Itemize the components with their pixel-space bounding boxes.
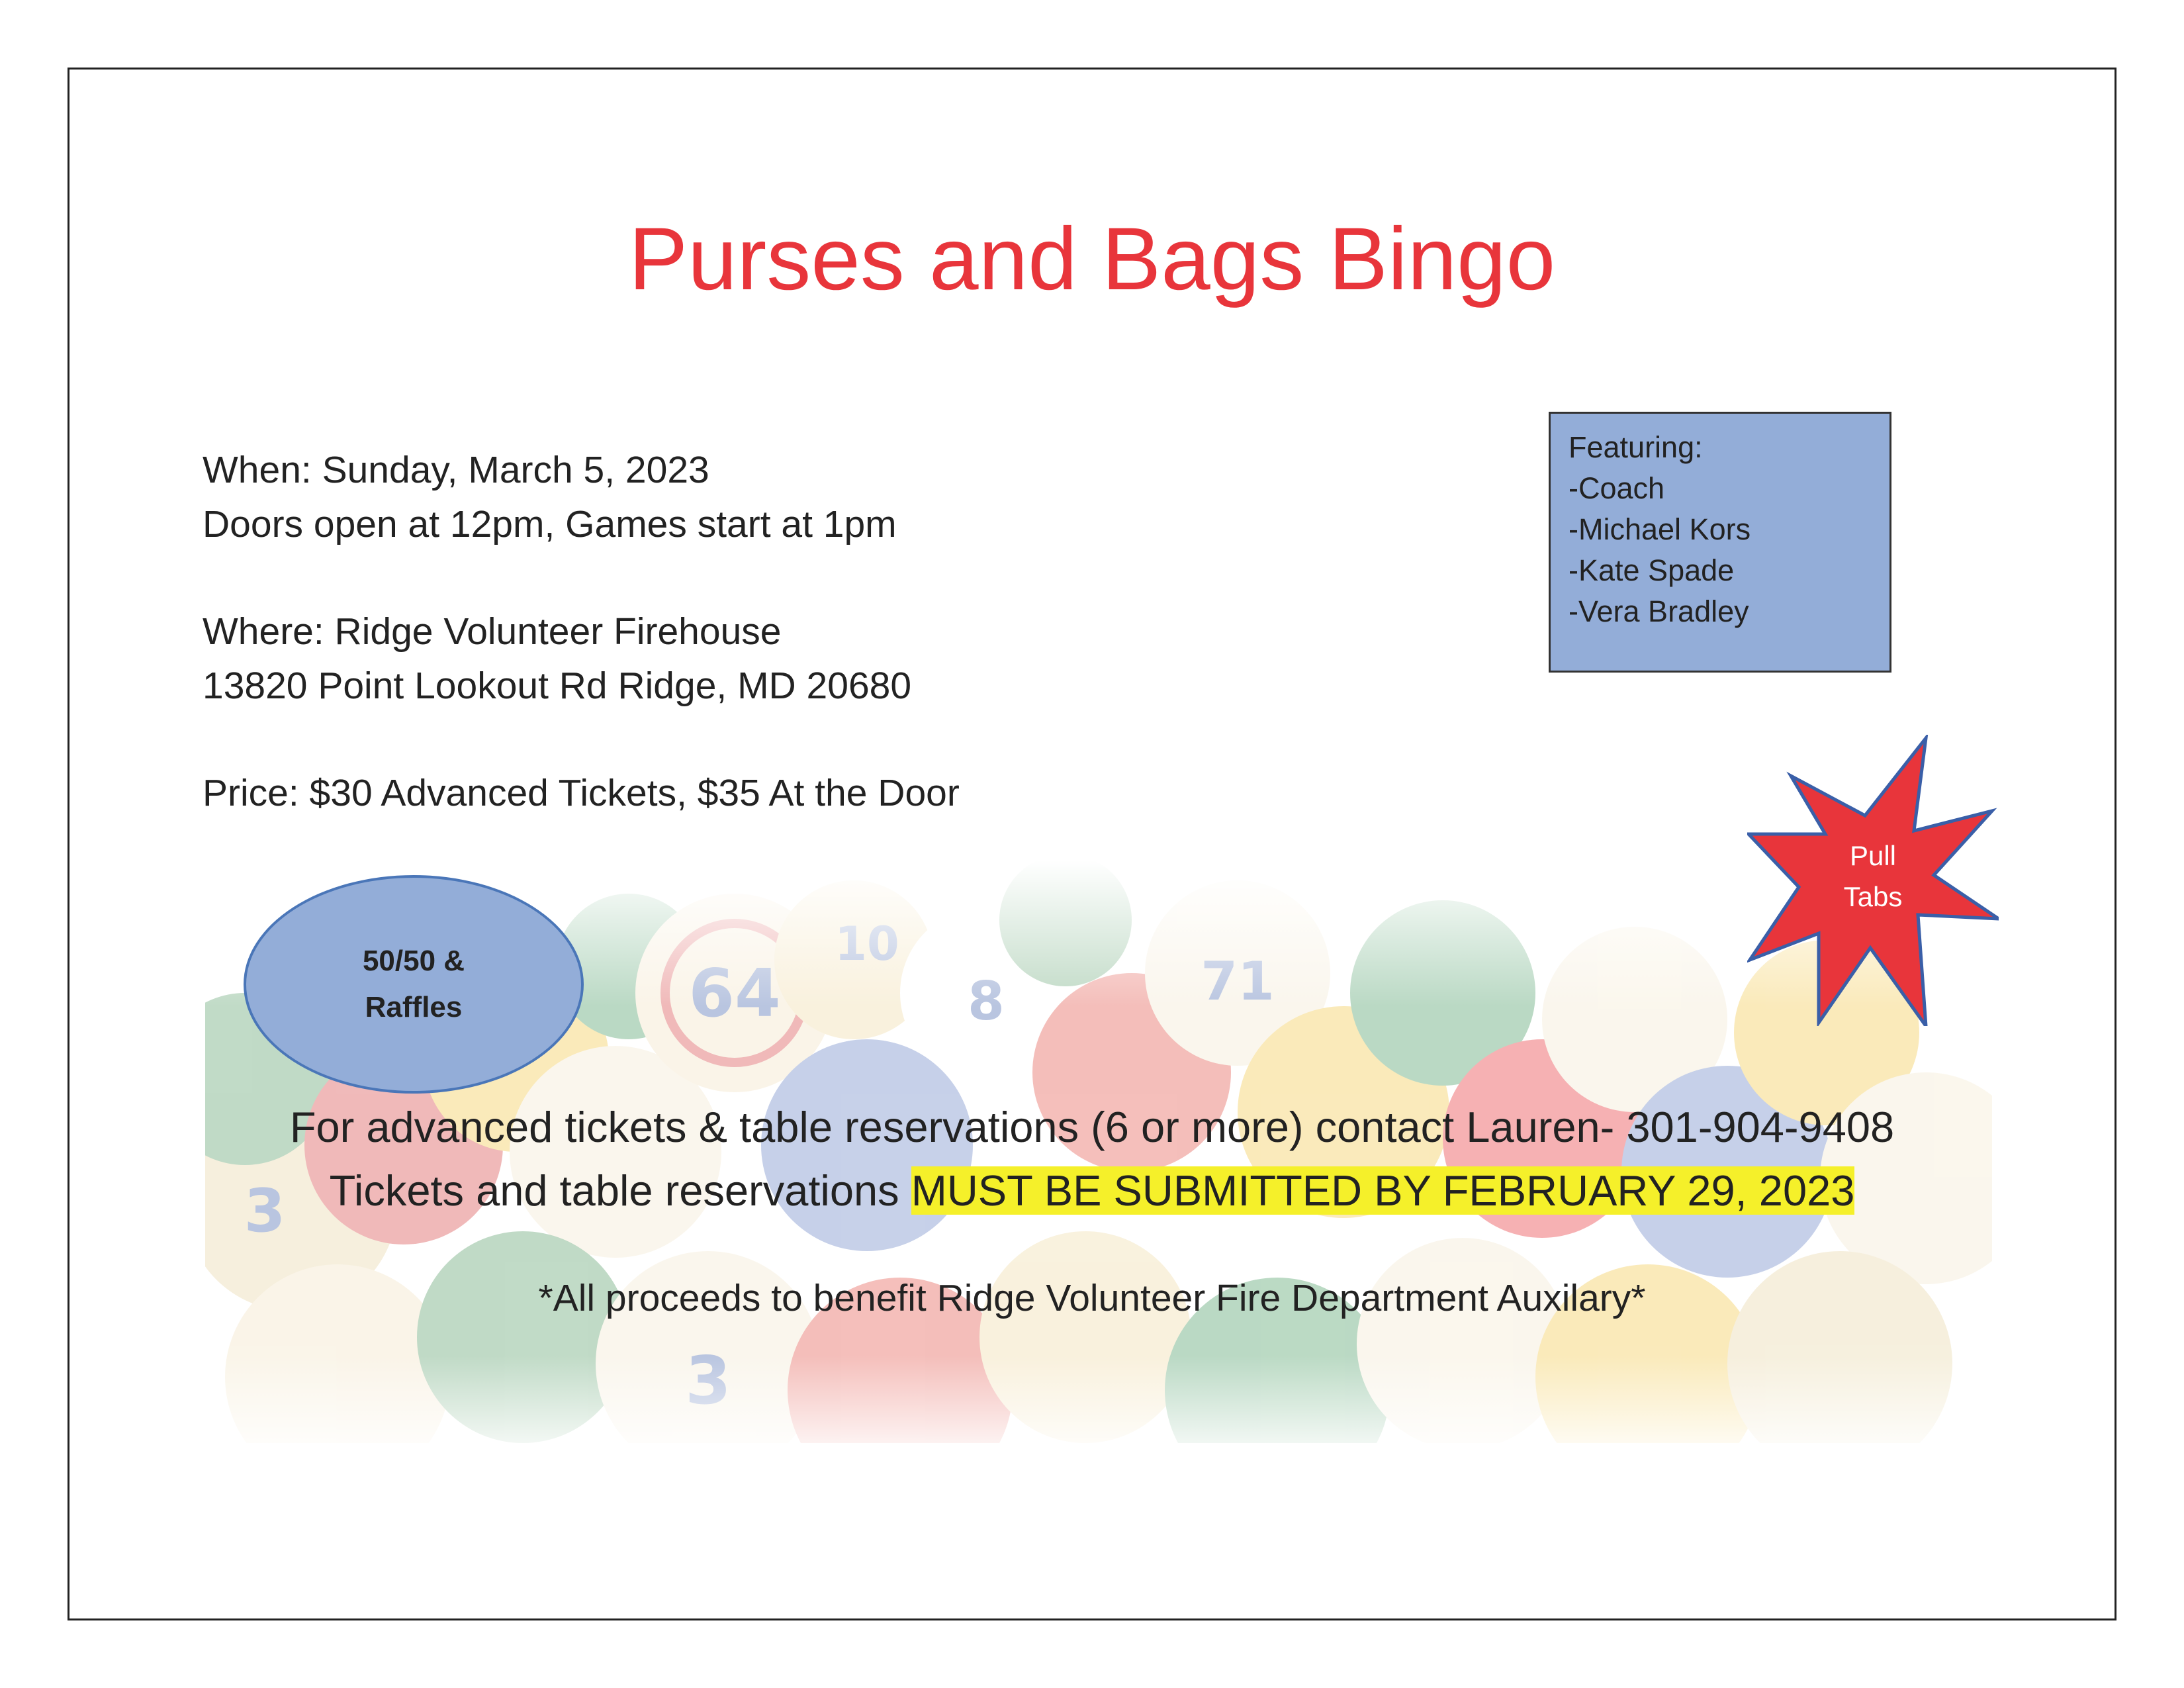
featuring-item: -Michael Kors: [1569, 512, 1751, 546]
event-address: 13820 Point Lookout Rd Ridge, MD 20680: [203, 665, 912, 707]
raffle-line-1: 50/50 &: [362, 945, 465, 977]
featuring-heading: Featuring:: [1569, 430, 1703, 464]
pull-tabs-label: [1747, 835, 1999, 917]
proceeds-note: *All proceeds to benefit Ridge Volunteer Fire Department Auxilary*: [538, 1277, 1646, 1319]
flyer-title: Purses and Bags Bingo: [628, 210, 1556, 308]
deadline-line: [0, 1165, 2184, 1217]
featuring-item: -Kate Spade: [1569, 553, 1735, 587]
event-times: Doors open at 12pm, Games start at 1pm: [203, 503, 897, 545]
raffle-badge: [244, 875, 584, 1094]
event-location: Where: Ridge Volunteer Firehouse: [203, 610, 782, 653]
event-date: When: Sunday, March 5, 2023: [203, 449, 709, 491]
event-price: Price: $30 Advanced Tickets, $35 At the Door: [203, 772, 960, 814]
featuring-box: [1549, 412, 1891, 673]
deadline-prefix: Tickets and table reservations: [329, 1166, 911, 1215]
contact-info: For advanced tickets & table reservations (6 or more) contact Lauren- 301-904-9408: [289, 1103, 1895, 1151]
raffle-line-2: Raffles: [365, 991, 463, 1023]
featuring-item: -Vera Bradley: [1569, 594, 1749, 628]
featuring-item: -Coach: [1569, 471, 1665, 505]
deadline-highlight: MUST BE SUBMITTED BY FEBRUARY 29, 2023: [911, 1166, 1855, 1215]
pull-tabs-line-1: Pull: [1849, 840, 1897, 871]
pull-tabs-line-2: Tabs: [1843, 881, 1903, 912]
